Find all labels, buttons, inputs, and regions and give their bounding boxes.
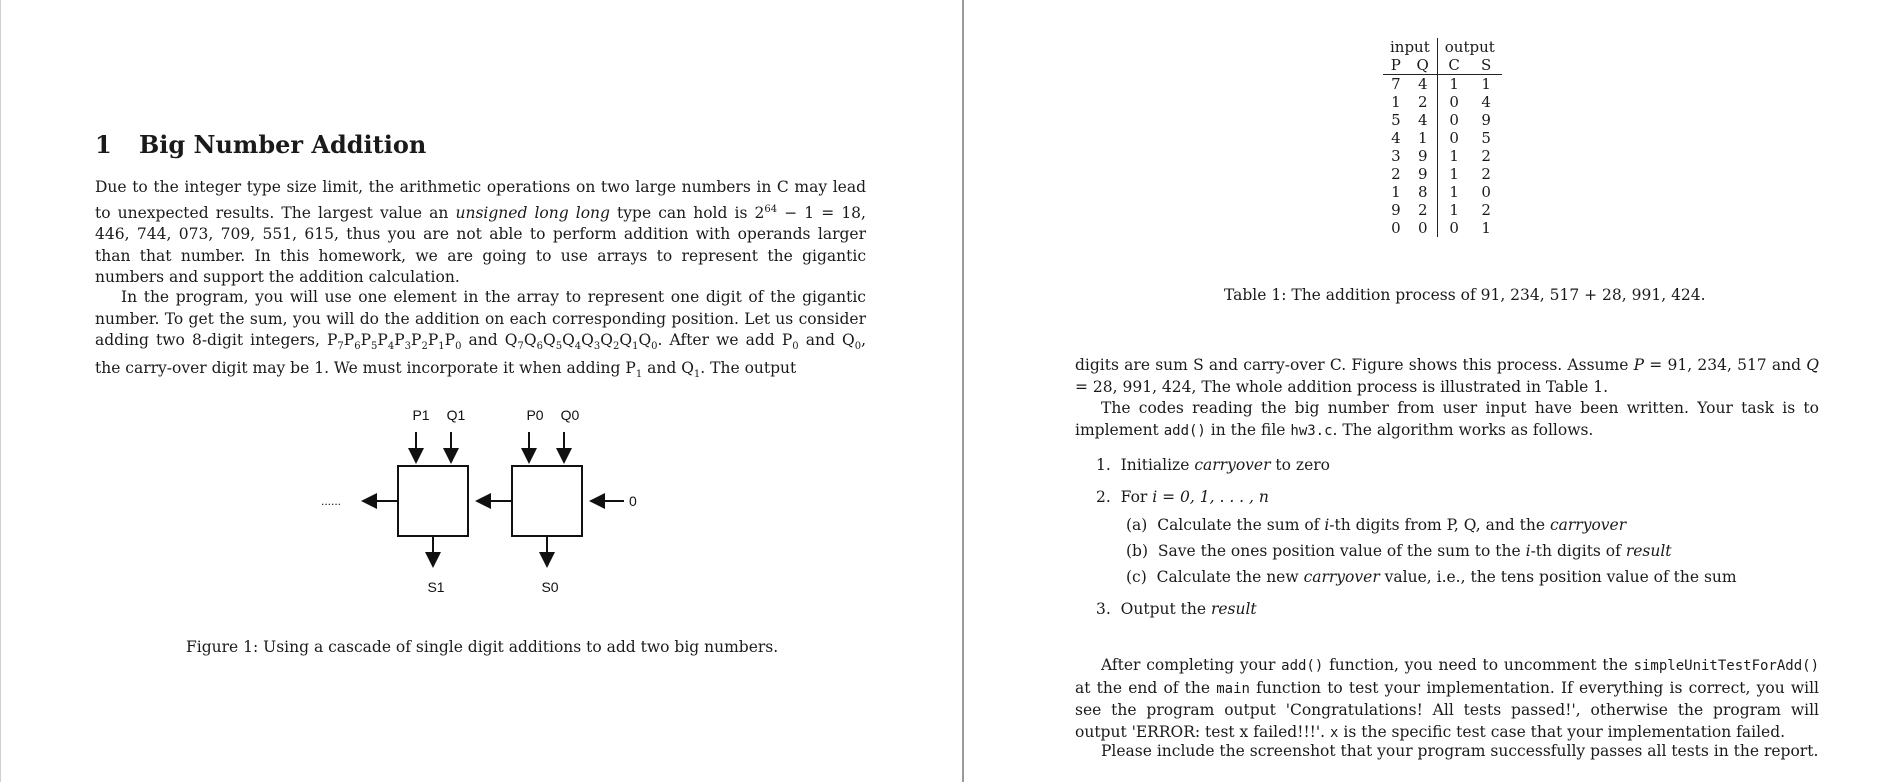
label-q1: Q1 — [446, 407, 466, 423]
section-title: Big Number Addition — [139, 130, 427, 159]
table-row: 7 4 1 1 — [1391, 75, 1491, 93]
list-item: 1. Initialize carryover to zero — [1096, 456, 1330, 474]
list-item: (b) Save the ones position value of the sum to the i-th digits of result — [1126, 542, 1672, 560]
table-header-q: Q — [1409, 56, 1438, 75]
label-q0: Q0 — [560, 407, 580, 423]
table-header-c: C — [1437, 56, 1470, 75]
table-row: 1 2 0 4 — [1391, 93, 1491, 111]
table-caption: Table 1: The addition process of 91, 234, 517 + 28, 991, 424. — [1224, 286, 1706, 304]
intro-paragraph: Due to the integer type size limit, the arithmetic operations on two large numbers in C may lead to unexpected results. The largest value an unsigned long long type can hold is $2^{64} - 1 = 18$, 446, 744, 073, 709, 551, 615, thus you are not able to perform addition with operands larger than that number. In this homework, we are going to use arrays to represent the gigantic numbers and support the addition calculation. — [95, 178, 866, 287]
screenshot-note: Please include the screenshot that your program successfully passes all tests in the report. — [1101, 742, 1819, 760]
table-row: 4 1 0 5 — [1391, 129, 1491, 147]
table-row: 0 0 0 1 — [1391, 219, 1491, 237]
code-unit-test-function: simpleUnitTestForAdd() — [1633, 658, 1819, 674]
table-group-output: output — [1444, 38, 1495, 56]
table-row: 2 9 1 2 — [1391, 165, 1491, 183]
table-row: 9 2 1 2 — [1391, 201, 1491, 219]
table-group-input: input — [1383, 38, 1437, 56]
table-header-p: P — [1383, 56, 1409, 75]
label-p1: P1 — [412, 407, 430, 423]
section-number: 1 — [95, 130, 112, 159]
method-paragraph: In the program, you will use one element in the array to represent one digit of the gigantic number. To get the sum, you will do the addition on each corresponding position. Let us consider adding two 8-digit integers, $P_7P_6P_5P_4P_3P_2P_1P_0$ and $Q_7Q_6Q_5Q_4Q_3Q_2Q_1Q_0$. After we add $P_0$ and $Q_0$, the carry-over digit may be 1. We must incorporate it when adding $P_1$ and $Q_1$. The output — [95, 288, 866, 380]
code-hw3-file: hw3.c — [1290, 422, 1333, 439]
table-header-s: S — [1471, 56, 1502, 75]
algorithm-steps — [1096, 456, 1737, 618]
label-s0: S0 — [541, 579, 559, 595]
list-item: (a) Calculate the sum of i-th digits from P, Q, and the carryover — [1126, 516, 1627, 534]
assumption-paragraph: digits are sum S and carry-over C. Figure shows this process. Assume P = 91, 234, 517 and Q = 28, 991, 424, The whole addition process is illustrated in Table 1. — [1075, 356, 1819, 396]
section-heading — [95, 130, 426, 159]
adder-box-1 — [398, 466, 468, 536]
list-item: 2. For i = 0, 1, . . . , n — [1096, 488, 1269, 506]
label-p0: P0 — [526, 407, 544, 423]
addition-table — [1383, 38, 1502, 237]
figure-caption: Figure 1: Using a cascade of single digit additions to add two big numbers. — [186, 638, 779, 656]
adder-box-0 — [512, 466, 582, 536]
table-row: 1 8 1 0 — [1391, 183, 1491, 201]
label-ellipsis: ...... — [321, 494, 342, 508]
table-row: 5 4 0 9 — [1391, 111, 1491, 129]
unsigned-long-long-term: unsigned long long — [455, 203, 610, 222]
task-paragraph: The codes reading the big number from user input have been written. Your task is to implement add() in the file hw3.c. The algorithm works as follows. — [1075, 399, 1819, 439]
list-item: 3. Output the result — [1096, 600, 1257, 618]
testing-paragraph: After completing your add() function, you need to uncomment the simpleUnitTestForAdd() at the end of the main function to test your implementation. If everything is correct, you will see the program output 'Congratulations! All tests passed!', otherwise the program will output 'ERROR: test x failed!!!'. x is the specific test case that your implementation failed. — [1075, 656, 1819, 741]
label-carry-zero: 0 — [629, 493, 637, 509]
table-row: 3 9 1 2 — [1391, 147, 1491, 165]
digit-adder-cascade-diagram — [321, 400, 641, 600]
label-s1: S1 — [427, 579, 445, 595]
code-add-function: add() — [1163, 422, 1206, 439]
list-item: (c) Calculate the new carryover value, i.e., the tens position value of the sum — [1126, 568, 1737, 586]
